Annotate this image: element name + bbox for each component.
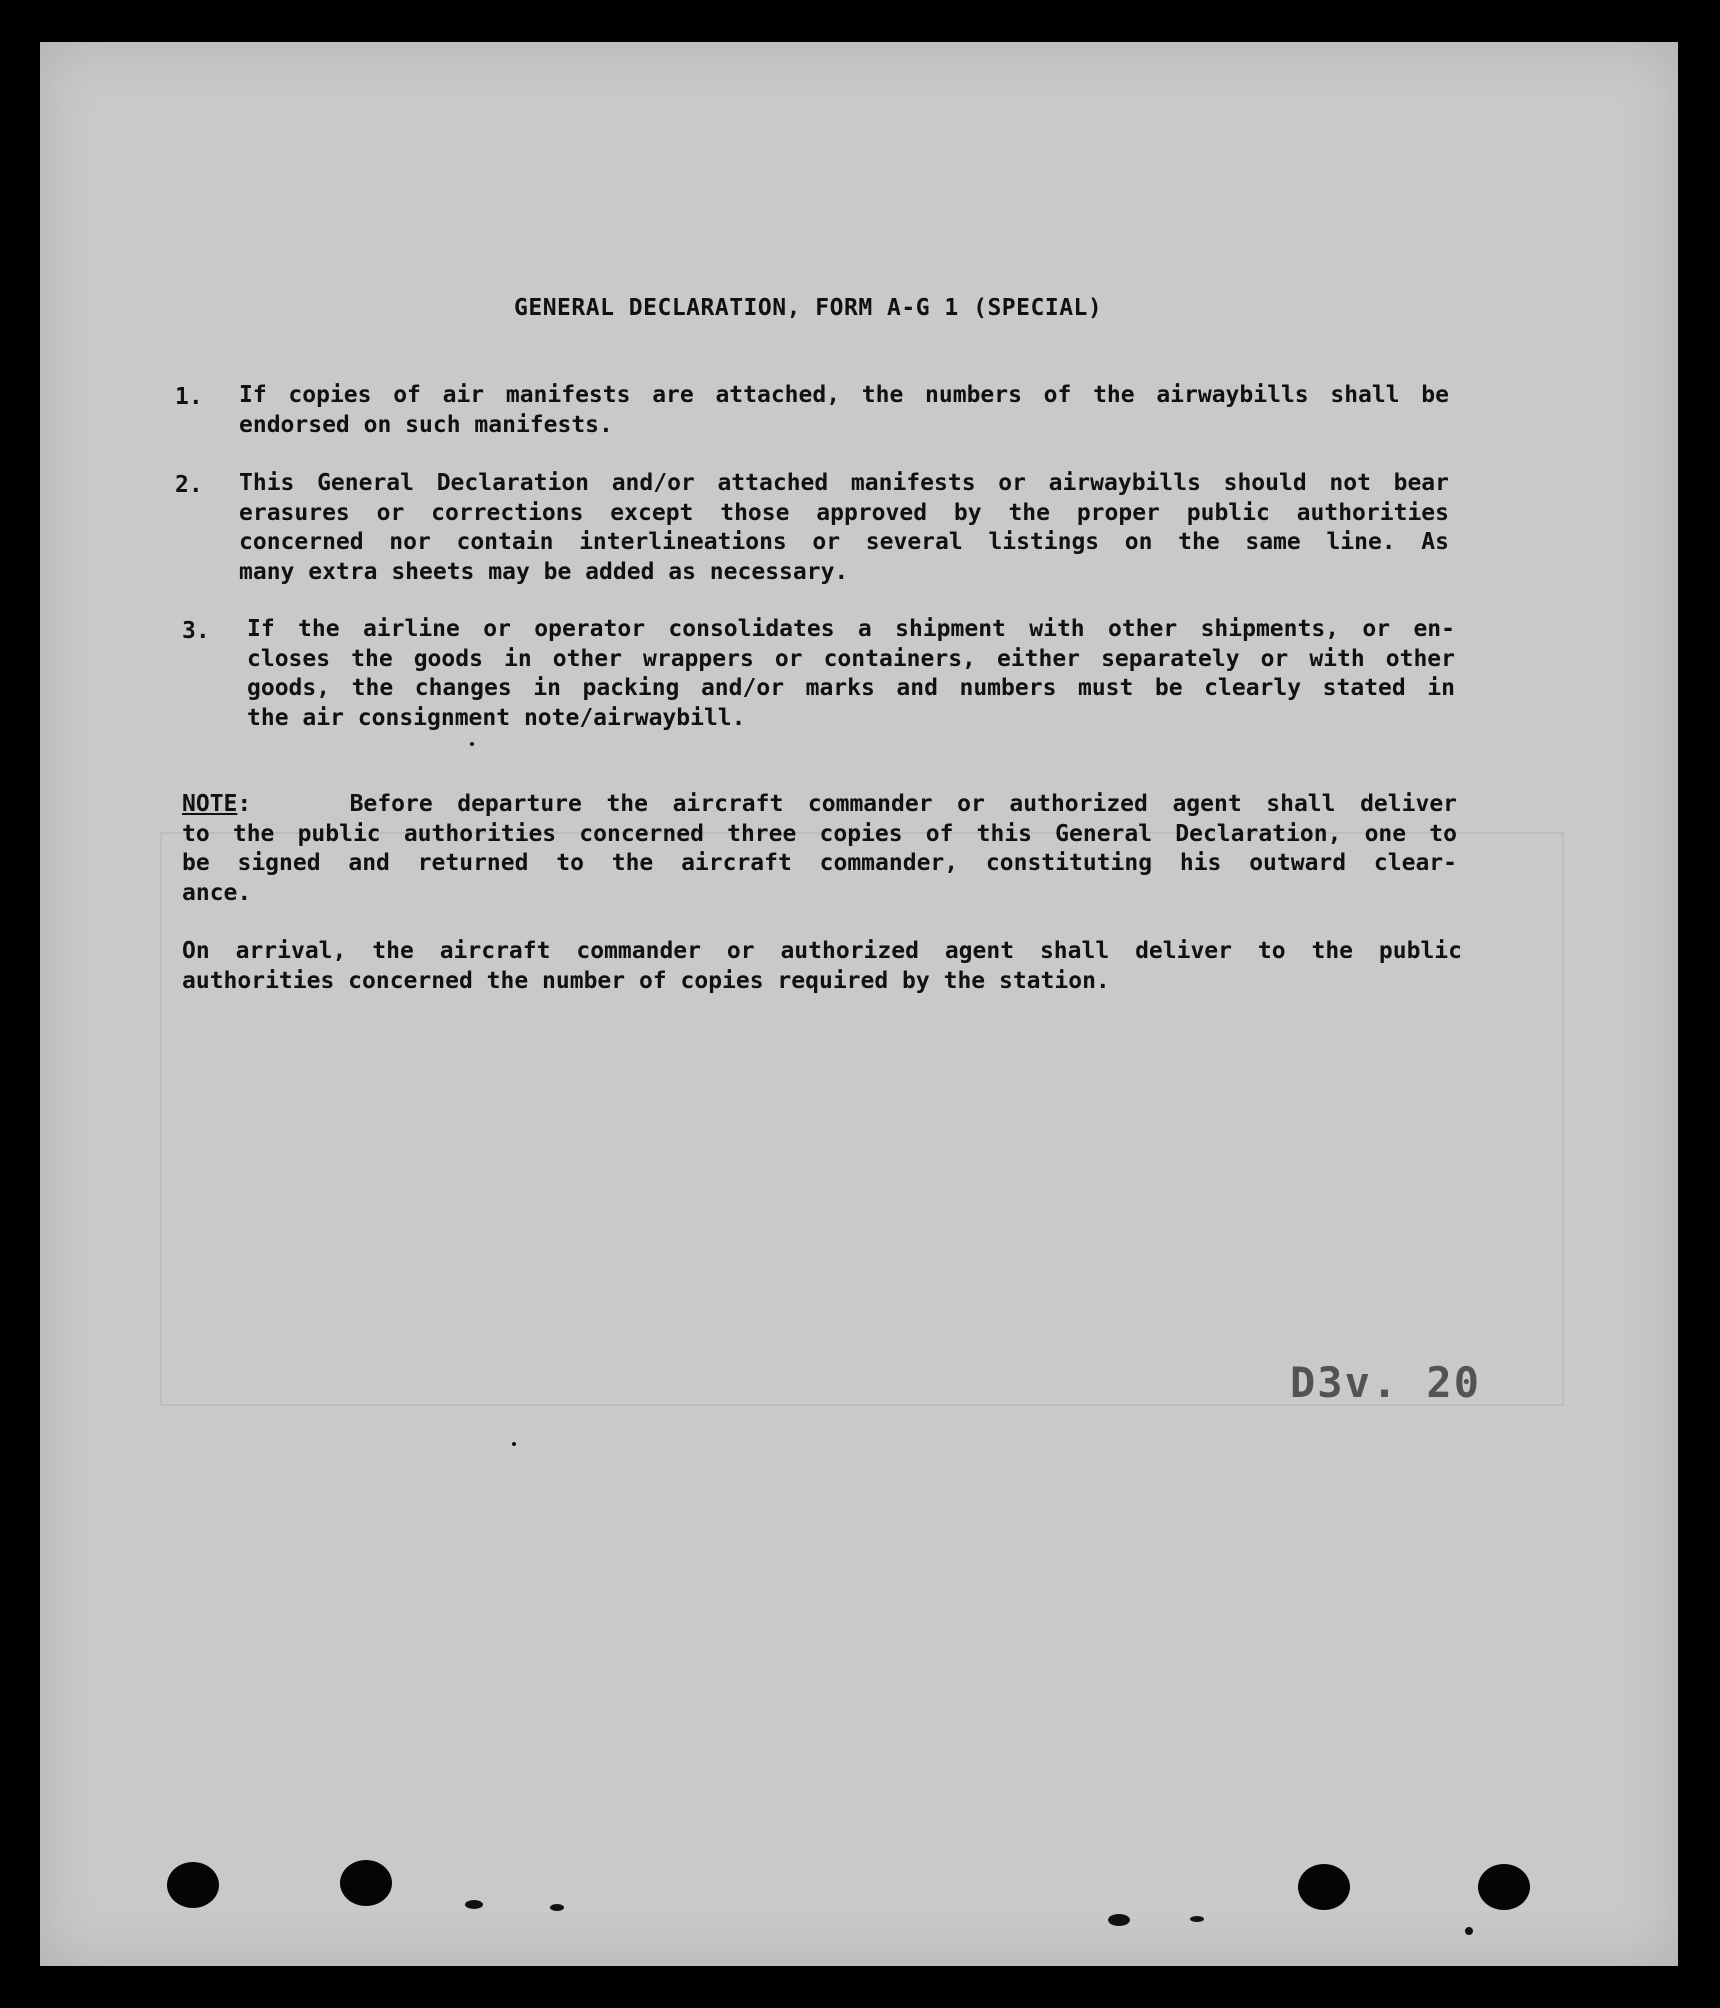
- item-3-text: [247, 615, 1455, 733]
- speck-3: [1108, 1914, 1130, 1926]
- page-title: GENERAL DECLARATION, FORM A-G 1 (SPECIAL): [514, 295, 1103, 321]
- item-1-number: 1.: [175, 384, 203, 410]
- arrival-line-1: On arrival, the aircraft commander or authorized agent shall deliver to the public: [182, 938, 1462, 964]
- document-page: [40, 42, 1678, 1966]
- note-first-line: [182, 790, 1457, 820]
- punch-hole-2: [340, 1860, 392, 1906]
- item-2-line-2: erasures or corrections except those approved by the proper public authorities: [239, 499, 1449, 526]
- speck-7: [470, 742, 474, 746]
- item-1-line-2: endorsed on such manifests.: [239, 411, 613, 438]
- punch-hole-4: [1478, 1864, 1530, 1910]
- speck-2: [550, 1904, 564, 1911]
- note-block: [182, 790, 1457, 908]
- speck-6: [512, 1442, 516, 1446]
- item-2-text: [239, 469, 1449, 587]
- item-2-line-3: concerned nor contain interlineations or several listings on the same line. As: [239, 529, 1449, 555]
- note-label: NOTE: [182, 791, 238, 817]
- item-2-line-4: many extra sheets may be added as necessary.: [239, 558, 849, 585]
- note-first-line-text: Before departure the aircraft commander or authorized agent shall deliver: [349, 791, 1458, 817]
- received-stamp: D3v. 20: [1290, 1358, 1482, 1407]
- item-2-number: 2.: [175, 472, 203, 498]
- speck-1: [465, 1900, 483, 1909]
- item-2-line-1: This General Declaration and/or attached manifests or airwaybills should not bear: [239, 470, 1449, 496]
- note-colon: :: [237, 791, 252, 817]
- speck-4: [1190, 1916, 1204, 1922]
- bleed-through-text: [900, 102, 916, 132]
- item-3-number: 3.: [182, 618, 210, 644]
- note-line-4: ance.: [182, 879, 252, 906]
- arrival-block: [182, 937, 1462, 996]
- item-3-line-1: If the airline or operator consolidates a shipment with other shipments, or en-: [247, 616, 1455, 642]
- note-line-2: to the public authorities concerned three copies of this General Declaration, one to: [182, 820, 1457, 847]
- speck-5: [1465, 1927, 1473, 1935]
- item-3-line-3: goods, the changes in packing and/or marks and numbers must be clearly stated in: [247, 675, 1455, 701]
- note-line-3: be signed and returned to the aircraft commander, constituting his outward clear-: [182, 850, 1457, 876]
- item-3-line-2: closes the goods in other wrappers or containers, either separately or with other: [247, 645, 1455, 672]
- arrival-line-2: authorities concerned the number of copies required by the station.: [182, 967, 1110, 994]
- item-1-line-1: If copies of air manifests are attached, the numbers of the airwaybills shall be: [239, 382, 1449, 408]
- item-1-text: [239, 381, 1449, 440]
- punch-hole-3: [1298, 1864, 1350, 1910]
- bleed-through-table: [160, 832, 1564, 1406]
- item-3-line-4: the air consignment note/airwaybill.: [247, 704, 746, 731]
- punch-hole-1: [167, 1862, 219, 1908]
